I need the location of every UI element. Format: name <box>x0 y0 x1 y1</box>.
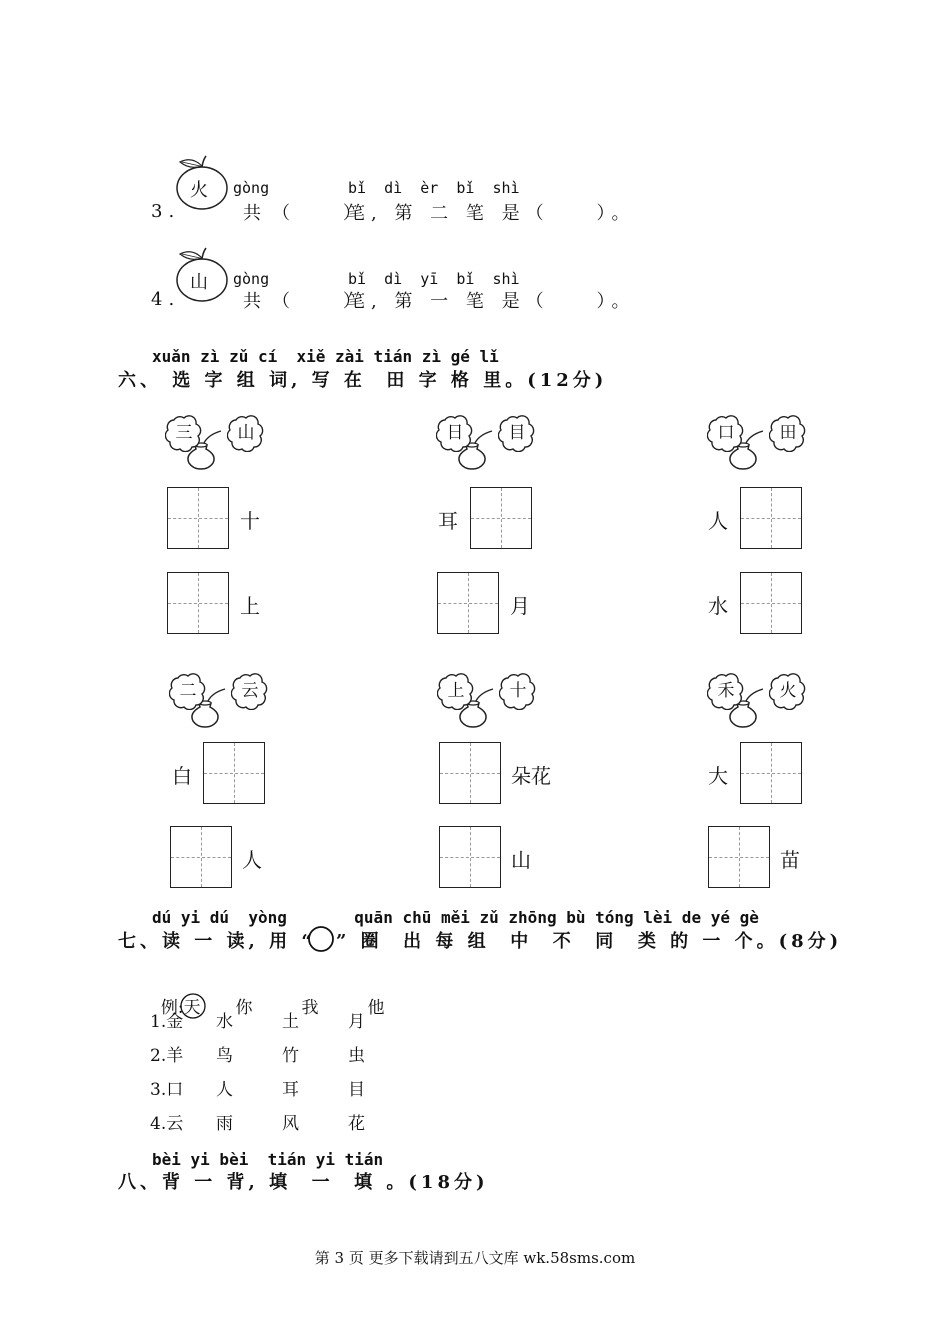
list-item[interactable]: 4.云 <box>150 1114 184 1134</box>
list-item[interactable]: 1.金 <box>150 1012 184 1032</box>
example-circled: 天 <box>184 993 236 1018</box>
flower-char: 口 <box>717 423 735 443</box>
answer-blank[interactable]: （ ） <box>272 203 367 224</box>
word-fragment: 耳 <box>438 509 458 533</box>
word-fragment: 朵花 <box>511 764 551 788</box>
list-item[interactable]: 雨 <box>216 1114 233 1134</box>
section8-pinyin: bèi yi bèi tián yi tián <box>152 1150 384 1169</box>
choice-row-3 <box>150 1075 414 1100</box>
flower-option <box>707 414 745 452</box>
word-fragment: 白 <box>172 764 192 788</box>
flower-char: 日 <box>446 423 464 443</box>
tianzige-box[interactable] <box>439 826 501 888</box>
list-item[interactable]: 你 <box>235 998 253 1018</box>
section6-title: 六、 选 字 组 词, 写 在 田 字 格 里。(12分) <box>118 370 608 391</box>
tianzige-box[interactable] <box>470 487 532 549</box>
choice-row-4 <box>150 1109 414 1134</box>
tianzige-box[interactable] <box>740 487 802 549</box>
flower-char: 山 <box>237 423 255 443</box>
list-item[interactable]: 人 <box>216 1080 233 1100</box>
page-footer: 第 3 页 更多下载请到五八文库 wk.58sms.com <box>314 1249 636 1267</box>
choice-row-1 <box>150 1007 414 1032</box>
word-fragment: 水 <box>708 594 728 618</box>
list-item[interactable]: 土 <box>282 1012 299 1032</box>
section8-title: 八、背 一 背, 填 一 填 。(18分) <box>118 1172 489 1193</box>
flower-char: 火 <box>779 681 797 701</box>
item-number: 4. <box>151 289 181 310</box>
flower-option <box>769 414 807 452</box>
apple-char: 火 <box>190 180 208 201</box>
flower-option <box>231 672 269 710</box>
flower-option <box>165 414 203 452</box>
list-item[interactable]: 竹 <box>282 1046 299 1066</box>
tianzige-box[interactable] <box>203 742 265 804</box>
section6-pinyin: xuǎn zì zǔ cí xiě zài tián zì gé lǐ <box>152 347 499 366</box>
list-item[interactable]: 水 <box>216 1012 233 1032</box>
flower-option <box>227 414 265 452</box>
tianzige-box[interactable] <box>740 572 802 634</box>
word-fragment: 人 <box>242 848 262 872</box>
flower-char: 二 <box>179 681 197 701</box>
pinyin-rest: bǐ dì èr bǐ shì <box>348 179 520 197</box>
list-item[interactable]: 风 <box>282 1114 299 1134</box>
section7-title-b: ” 圈 出 每 组 中 不 同 类 的 一 个。(8分) <box>336 931 843 952</box>
gong-char: 共 <box>243 203 267 224</box>
list-item[interactable]: 花 <box>348 1114 365 1134</box>
section7-title-a: 七、读 一 读, 用 “ <box>118 931 316 952</box>
gong-char: 共 <box>243 291 267 312</box>
word-fragment: 大 <box>708 764 728 788</box>
tianzige-box[interactable] <box>740 742 802 804</box>
flower-char: 禾 <box>717 681 735 701</box>
apple-char: 山 <box>190 272 208 293</box>
list-item[interactable]: 虫 <box>348 1046 365 1066</box>
list-item[interactable]: 2.羊 <box>150 1046 184 1066</box>
text-rest: 笔, 第 二 笔 是（ ）。 <box>347 203 636 224</box>
flower-option <box>499 672 537 710</box>
flower-option <box>498 414 536 452</box>
tianzige-box[interactable] <box>170 826 232 888</box>
pinyin-rest: bǐ dì yī bǐ shì <box>348 270 520 288</box>
answer-blank[interactable]: （ ） <box>272 291 367 312</box>
flower-option <box>436 414 474 452</box>
list-item[interactable]: 目 <box>348 1080 365 1100</box>
tianzige-box[interactable] <box>437 572 499 634</box>
list-item[interactable]: 我 <box>301 998 319 1018</box>
list-item[interactable]: 3.口 <box>150 1080 184 1100</box>
flower-char: 三 <box>175 423 193 443</box>
flower-char: 十 <box>509 681 527 701</box>
tianzige-box[interactable] <box>167 572 229 634</box>
tianzige-box[interactable] <box>708 826 770 888</box>
flower-option <box>769 672 807 710</box>
flower-option <box>707 672 745 710</box>
flower-char: 田 <box>779 423 797 443</box>
pinyin-gong: gòng <box>233 270 270 288</box>
example-label: 例: <box>160 998 184 1018</box>
list-item[interactable]: 鸟 <box>216 1046 233 1066</box>
list-item[interactable]: 他 <box>367 998 385 1018</box>
word-fragment: 山 <box>511 848 531 872</box>
choice-row-2 <box>150 1041 414 1066</box>
flower-option <box>437 672 475 710</box>
flower-char: 目 <box>508 423 526 443</box>
word-fragment: 人 <box>708 509 728 533</box>
item-number: 3. <box>151 201 181 222</box>
word-fragment: 月 <box>510 594 530 618</box>
word-fragment: 十 <box>240 509 260 533</box>
flower-option <box>169 672 207 710</box>
list-item[interactable]: 月 <box>348 1012 365 1032</box>
section7-pinyin: dú yi dú yòng quān chū měi zǔ zhōng bù tóng lèi de yé gè <box>152 908 759 927</box>
word-fragment: 苗 <box>780 848 800 872</box>
text-rest: 笔, 第 一 笔 是（ ）。 <box>347 291 636 312</box>
tianzige-box[interactable] <box>439 742 501 804</box>
pinyin-gong: gòng <box>233 179 270 197</box>
flower-char: 上 <box>447 681 465 701</box>
word-fragment: 上 <box>240 594 260 618</box>
list-item[interactable]: 耳 <box>282 1080 299 1100</box>
circle-icon <box>306 925 336 953</box>
tianzige-box[interactable] <box>167 487 229 549</box>
flower-char: 云 <box>241 681 259 701</box>
